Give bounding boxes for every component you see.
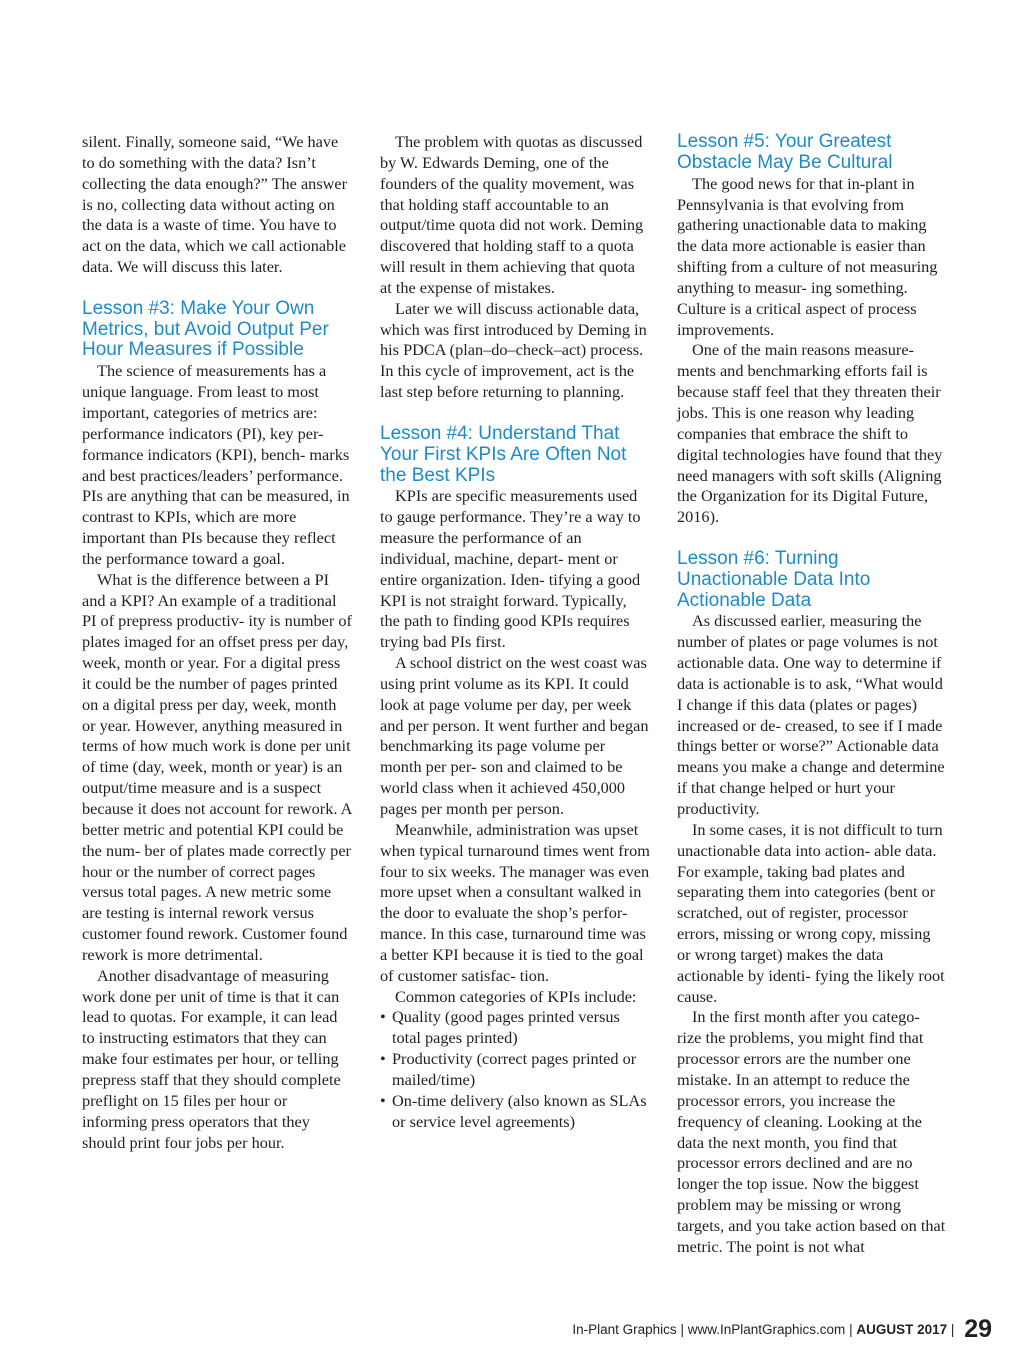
publication-name: In-Plant Graphics [572, 1322, 677, 1337]
body-paragraph: What is the difference between a PI and a KPI? An example of a traditional PI of prepress productiv- ity is number of plates imaged for an offset press per day, week, month or year. For a digital press it could be the number of pages printed on a digital press per day, week, month or year. However, anything measured in terms of how much work is done per unit of time (day, week, month or year) is an output/time measure and is a suspect because it does not account for rework. A better metric and potential KPI could be the num- ber of plates made correctly per hour or the number of correct pages versus total pages. A new metric some are testing is internal rework versus customer found rework. Customer found rework is more detrimental. [82, 569, 352, 964]
body-paragraph: The good news for that in-plant in Pennsylvania is that evolving from gathering unactionable data to making the data more actionable is easier than shifting from a culture of not measuring anything to measur- ing something. Culture is a critical aspect of process improvements. [677, 173, 938, 339]
body-paragraph: As discussed earlier, measuring the number of plates or page volumes is not actionable data. One way to determine if data is actionable is to ask, “What would I change if this data (plates or pages) increased or de- creased, to see if I made things better or worse?” Actionable data means you make a change and determine if that change helped or hurt your productivity. [677, 611, 945, 818]
heading-lesson-3: Lesson #3: Make Your Own Metrics, but Avoid Output Per Hour Measures if Possible [82, 297, 329, 361]
heading-lesson-4: Lesson #4: Understand That Your First KPIs Are Often Not the Best KPIs [380, 422, 627, 486]
column-1 [82, 132, 352, 1153]
body-paragraph: Meanwhile, administration was upset when typical turnaround times went from four to six weeks. The manager was even more upset when a consultant walked in the door to evaluate the shop’s perfor- mance. In this case, turnaround time was a better KPI because it is tied to the goal of customer satisfac- tion. [380, 819, 650, 985]
footer-separator: | [849, 1322, 853, 1337]
body-paragraph: silent. Finally, someone said, “We have to do something with the data? Isn’t collecting the data enough?” The answer is no, collecting data without acting on the data is a waste of time. You have to act on the data, which we call actionable data. We will discuss this later. [82, 132, 348, 277]
column-3 [677, 132, 947, 1258]
list-item: • Quality (good pages printed versus total pages printed) [380, 1007, 650, 1049]
body-paragraph: Another disadvantage of measuring work done per unit of time is that it can lead to quotas. For example, it can lead to instructing estimators that they can make four estimates per hour, or telling prepress staff that they should complete preflight on 15 files per hour or informing press operators that they should print four jobs per hour. [82, 965, 341, 1152]
column-2 [380, 132, 650, 1133]
page-footer [572, 1315, 992, 1344]
body-paragraph: Common categories of KPIs include: [395, 986, 637, 1006]
publication-url: www.InPlantGraphics.com [687, 1322, 846, 1337]
list-item: • On-time delivery (also known as SLAs or service level agreements) [380, 1091, 650, 1133]
body-paragraph: Later we will discuss actionable data, which was first introduced by Deming in his PDCA (plan–do–check–act) process. In this cycle of improvement, act is the last step before returning to planning. [380, 298, 647, 402]
body-paragraph: The science of measurements has a unique language. From least to most important, categories of metrics are: performance indicators (PI), key per- formance indicators (KPI), bench- marks and best practices/leaders’ performance. PIs are anything that can be measured, in contrast to KPIs, which are more important than PIs because they reflect the performance toward a goal. [82, 361, 350, 568]
heading-lesson-6: Lesson #6: Turning Unactionable Data Into Actionable Data [677, 547, 871, 611]
kpi-category-list [380, 1007, 650, 1132]
body-paragraph: The problem with quotas as discussed by W. Edwards Deming, one of the founders of the quality movement, was that holding staff accountable to an output/time quota did not work. Deming discovered that holding staff to a quota will result in them achieving that quota at the expense of mistakes. [380, 132, 644, 297]
body-paragraph: A school district on the west coast was using print volume as its KPI. It could look at page volume per day, per week and per person. It went further and began benchmarking its page volume per month per per- son and claimed to be world class when it achieved 450,000 pages per month per person. [380, 653, 649, 818]
heading-lesson-5: Lesson #5: Your Greatest Obstacle May Be Cultural [677, 131, 893, 173]
page-number: 29 [964, 1315, 992, 1343]
body-paragraph: In the first month after you catego- rize the problems, you might find that processor errors are the number one mistake. In an attempt to reduce the processor errors, you increase the frequency of cleaning. Looking at the data the next month, you find that processor errors declined and are no longer the top issue. Now the biggest problem may be missing or wrong targets, and you take action based on that metric. The point is not what [677, 1007, 946, 1256]
body-paragraph: KPIs are specific measurements used to gauge performance. They’re a way to measure the performance of an individual, machine, depart- ment or entire organization. Iden- tifying a good KPI is not straight forward. Typically, the path to finding good KPIs requires trying bad PIs first. [380, 486, 641, 652]
footer-separator: | [680, 1322, 684, 1337]
list-item: • Productivity (correct pages printed or mailed/time) [380, 1049, 650, 1091]
footer-separator: | [950, 1322, 955, 1337]
body-paragraph: One of the main reasons measure- ments and benchmarking efforts fail is because staff feel that they threaten their jobs. This is one reason why leading companies that embrace the shift to digital technologies have found that they need managers with soft skills (Aligning the Organization for its Digital Future, 2016). [677, 340, 943, 527]
body-paragraph: In some cases, it is not difficult to turn unactionable data into action- able data. For example, taking bad plates and separating them into categories (bent or scratched, out of register, processor errors, missing or wrong copy, missing or wrong target) makes the data actionable by identi- fying the likely root cause. [677, 819, 945, 1006]
issue-date: AUGUST 2017 [856, 1322, 948, 1337]
